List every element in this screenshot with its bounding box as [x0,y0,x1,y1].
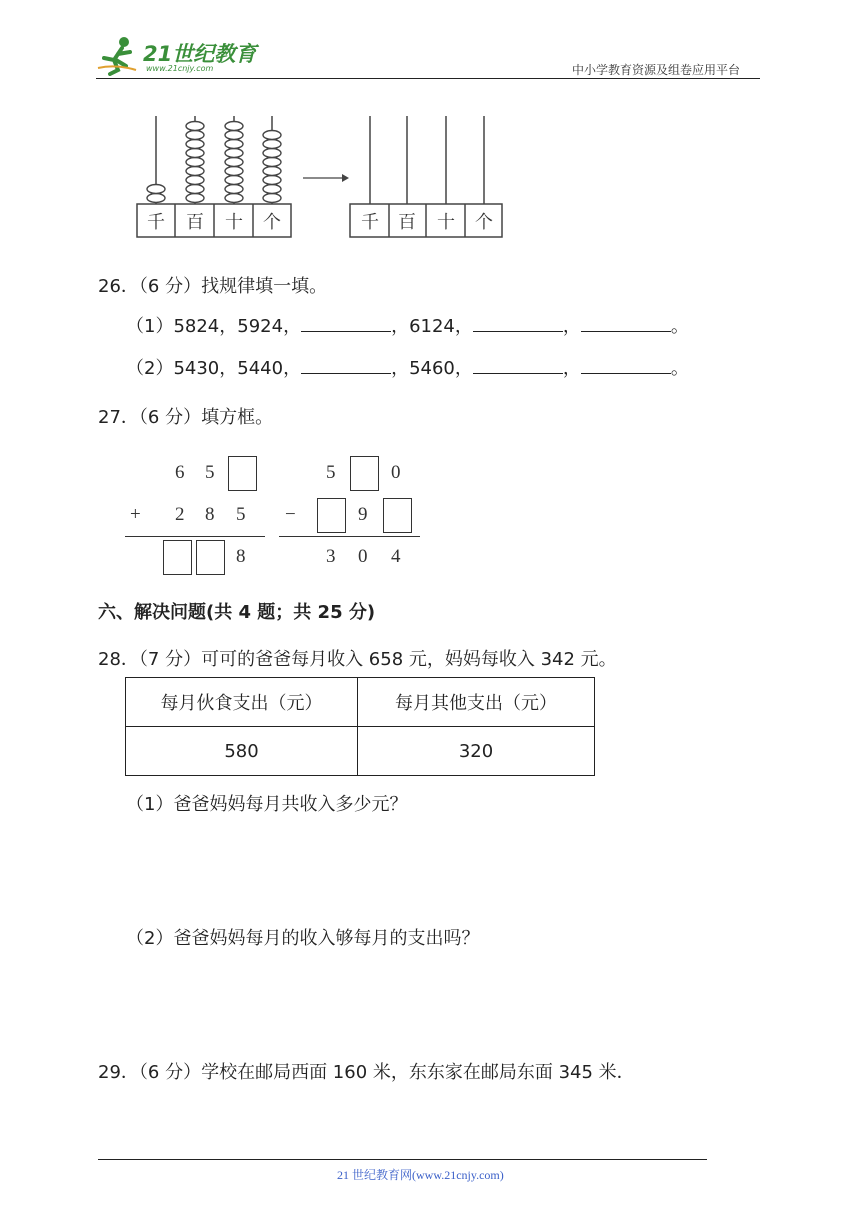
add-result-digit: 8 [236,546,246,567]
q26-line1-blank-2[interactable] [473,330,563,332]
add-row1-digit-1: 6 [175,462,185,483]
q26-line2-prefix: （2）5430，5440， [126,358,302,379]
add-operator: + [130,504,141,525]
q28-sub2: （2）爸爸妈妈每月的收入够每月的支出吗？ [126,928,480,949]
table-header-cell: 每月其他支出（元） [358,678,595,727]
abacus-bead [186,185,204,194]
abacus-bead [225,176,243,185]
q26-line1-mid: ，6124， [391,316,473,337]
abacus-bead [225,140,243,149]
abacus-bead [186,122,204,131]
table-row [126,727,595,776]
logo-url: www.21cnjy.com [146,64,214,73]
q28-sub1: （1）爸爸妈妈每月共收入多少元？ [126,794,408,815]
table-cell: 320 [358,727,595,776]
q26-line1-prefix: （1）5824，5924， [126,316,302,337]
abacus-bead [263,194,281,203]
q26-line1 [126,312,689,338]
add-row2-digit-2: 8 [205,504,215,525]
table-cell: 580 [126,727,358,776]
sub-result-digit-1: 3 [326,546,336,567]
logo-text: 21世纪教育 [143,42,257,66]
add-result-box-2[interactable] [196,540,225,575]
abacus-bead [186,194,204,203]
q26-line1-end: 。 [670,316,689,337]
abacus-bead [186,131,204,140]
sub-row2-digit: 9 [358,504,368,525]
q26-line2-sep: ， [562,358,581,379]
sub-result-digit-3: 4 [391,546,401,567]
abacus-bead [186,149,204,158]
q26-line1-sep: ， [562,316,581,337]
abacus-bead [263,185,281,194]
abacus-left-label-thousands: 千 [147,212,165,233]
abacus-bead [225,158,243,167]
add-row1-digit-2: 5 [205,462,215,483]
add-row1-box[interactable] [228,456,257,491]
abacus-bead [225,131,243,140]
sub-row2-box-1[interactable] [317,498,346,533]
sub-operator: − [285,504,296,525]
abacus-bead [225,122,243,131]
abacus-bead [225,194,243,203]
q28-title: 28．（7 分）可可的爸爸每月收入 658 元，妈妈每收入 342 元。 [98,649,617,670]
abacus-bead [225,185,243,194]
abacus-left-label-hundreds: 百 [186,212,204,233]
header-rule [96,78,760,79]
footer-text: 21 世纪教育网(www.21cnjy.com) [337,1168,504,1182]
q26-line2-end: 。 [670,358,689,379]
runner-logo-icon [96,36,140,76]
add-result-box-1[interactable] [163,540,192,575]
q26-title: 26．（6 分）找规律填一填。 [98,276,328,297]
table-header-row [126,678,595,727]
q28-table [125,677,595,776]
abacus-right-label-thousands: 千 [361,212,379,233]
section6-title: 六、解决问题(共 4 题；共 25 分) [98,602,376,623]
abacus-left-label-ones: 个 [263,212,281,233]
abacus-bead [186,140,204,149]
abacus-right-label-hundreds: 百 [398,212,416,233]
q26-line1-blank-1[interactable] [301,330,391,332]
abacus-bead [225,149,243,158]
abacus-bead [263,149,281,158]
abacus-left-label-tens: 十 [225,212,243,233]
q26-line2-blank-3[interactable] [581,372,671,374]
abacus-figure [130,110,510,245]
q27-title: 27．（6 分）填方框。 [98,407,274,428]
q26-line2-mid: ，5460， [391,358,473,379]
abacus-bead [263,131,281,140]
sub-row2-box-2[interactable] [383,498,412,533]
abacus-bead [225,167,243,176]
abacus-bead [147,194,165,203]
header-right-text: 中小学教育资源及组卷应用平台 [572,63,741,77]
sub-rule [279,536,420,537]
footer-rule [98,1159,707,1160]
abacus-bead [263,158,281,167]
abacus-bead [263,167,281,176]
table-header-cell: 每月伙食支出（元） [126,678,358,727]
sub-result-digit-2: 0 [358,546,368,567]
q26-line2-blank-1[interactable] [301,372,391,374]
add-rule [125,536,265,537]
abacus-right-label-tens: 十 [437,212,455,233]
add-row2-digit-3: 5 [236,504,246,525]
abacus-bead [263,176,281,185]
add-row2-digit-1: 2 [175,504,185,525]
sub-row1-digit-1: 5 [326,462,336,483]
abacus-bead [186,176,204,185]
q26-line2 [126,354,689,380]
abacus-right-label-ones: 个 [475,212,493,233]
abacus-bead [263,140,281,149]
q26-line2-blank-2[interactable] [473,372,563,374]
abacus-bead [147,185,165,194]
sub-row1-box[interactable] [350,456,379,491]
abacus-bead [186,158,204,167]
abacus-bead [186,167,204,176]
sub-row1-digit-3: 0 [391,462,401,483]
q29-title: 29．（6 分）学校在邮局西面 160 米，东东家在邮局东面 345 米． [98,1062,635,1083]
q26-line1-blank-3[interactable] [581,330,671,332]
